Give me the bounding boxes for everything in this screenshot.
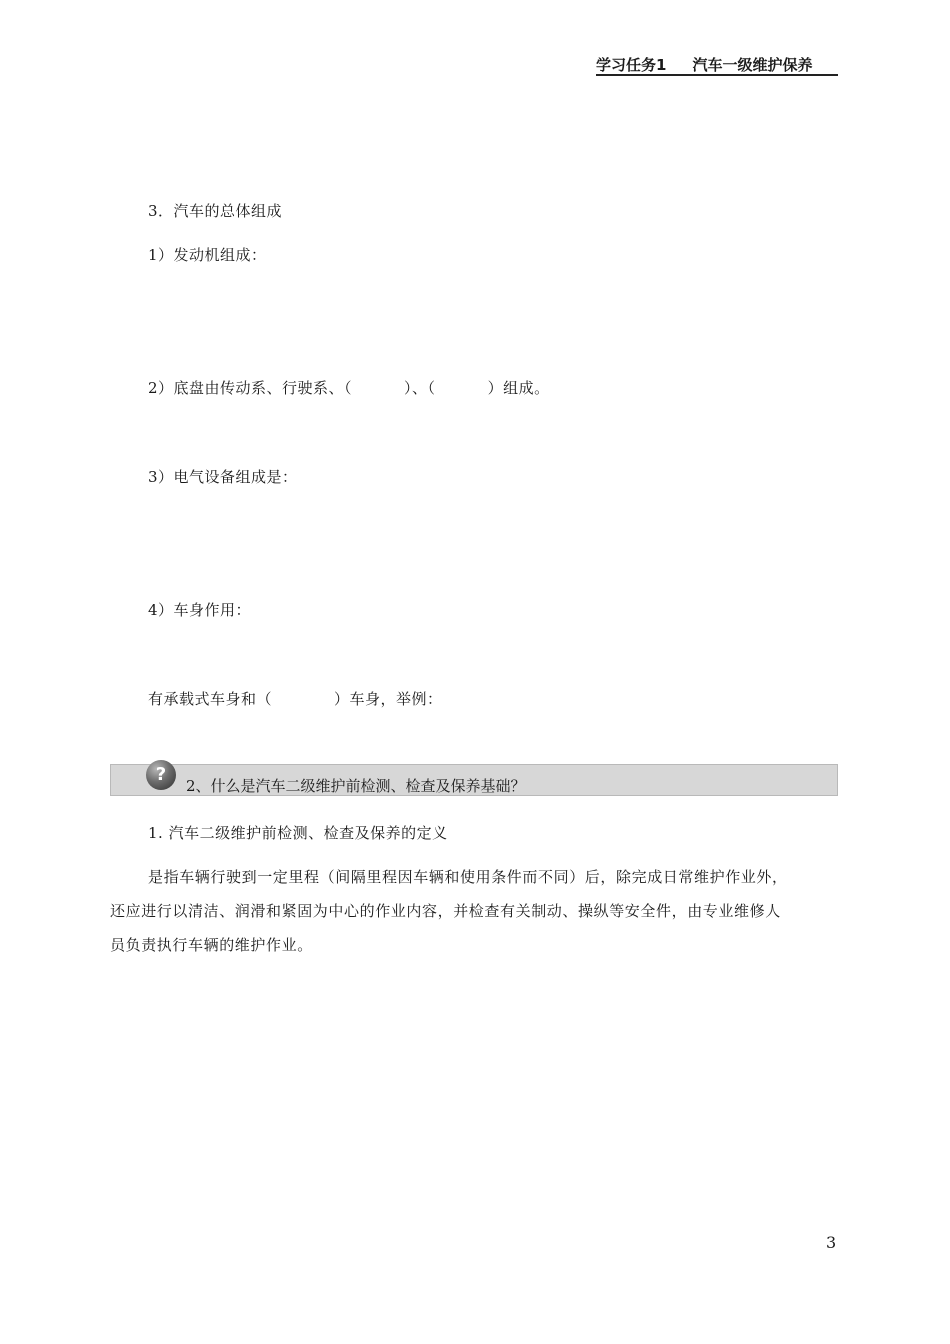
body-type-text-1: 有承载式车身和（: [148, 690, 273, 708]
chassis-composition: [148, 377, 550, 398]
chassis-text-2: ）、（: [404, 379, 436, 397]
question-icon: ?: [146, 760, 176, 790]
section-title: 3．汽车的总体组成: [148, 202, 283, 220]
chassis-text-3: ）组成。: [487, 379, 550, 397]
definition-paragraph: [110, 860, 840, 962]
question-text: 2、什么是汽车二级维护前检测、检查及保养基础？: [186, 777, 526, 795]
definition-line-2: 还应进行以清洁、润滑和紧固为中心的作业内容，并检查有关制动、操纵等安全件，由专业维修人: [110, 902, 781, 920]
body-type-text-2: ）车身，举例：: [334, 690, 443, 708]
chassis-text-1: 2）底盘由传动系、行驶系、（: [148, 379, 353, 397]
definition-line-1: 是指车辆行驶到一定里程（间隔里程因车辆和使用条件而不同）后，除完成日常维护作业外，: [148, 868, 788, 886]
header-rule: [596, 74, 838, 76]
electrical-composition: 3）电气设备组成是：: [148, 468, 298, 486]
engine-composition: 1）发动机组成：: [148, 246, 267, 264]
header-task: 学习任务1: [596, 56, 667, 74]
body-type: [148, 688, 443, 709]
definition-title: 1. 汽车二级维护前检测、检查及保养的定义: [148, 824, 448, 842]
body-function: 4）车身作用：: [148, 601, 252, 619]
page-number: 3: [826, 1233, 837, 1252]
definition-line-3: 员负责执行车辆的维护作业。: [110, 936, 313, 954]
running-header: [596, 54, 838, 75]
header-title: 汽车一级维护保养: [692, 56, 813, 74]
